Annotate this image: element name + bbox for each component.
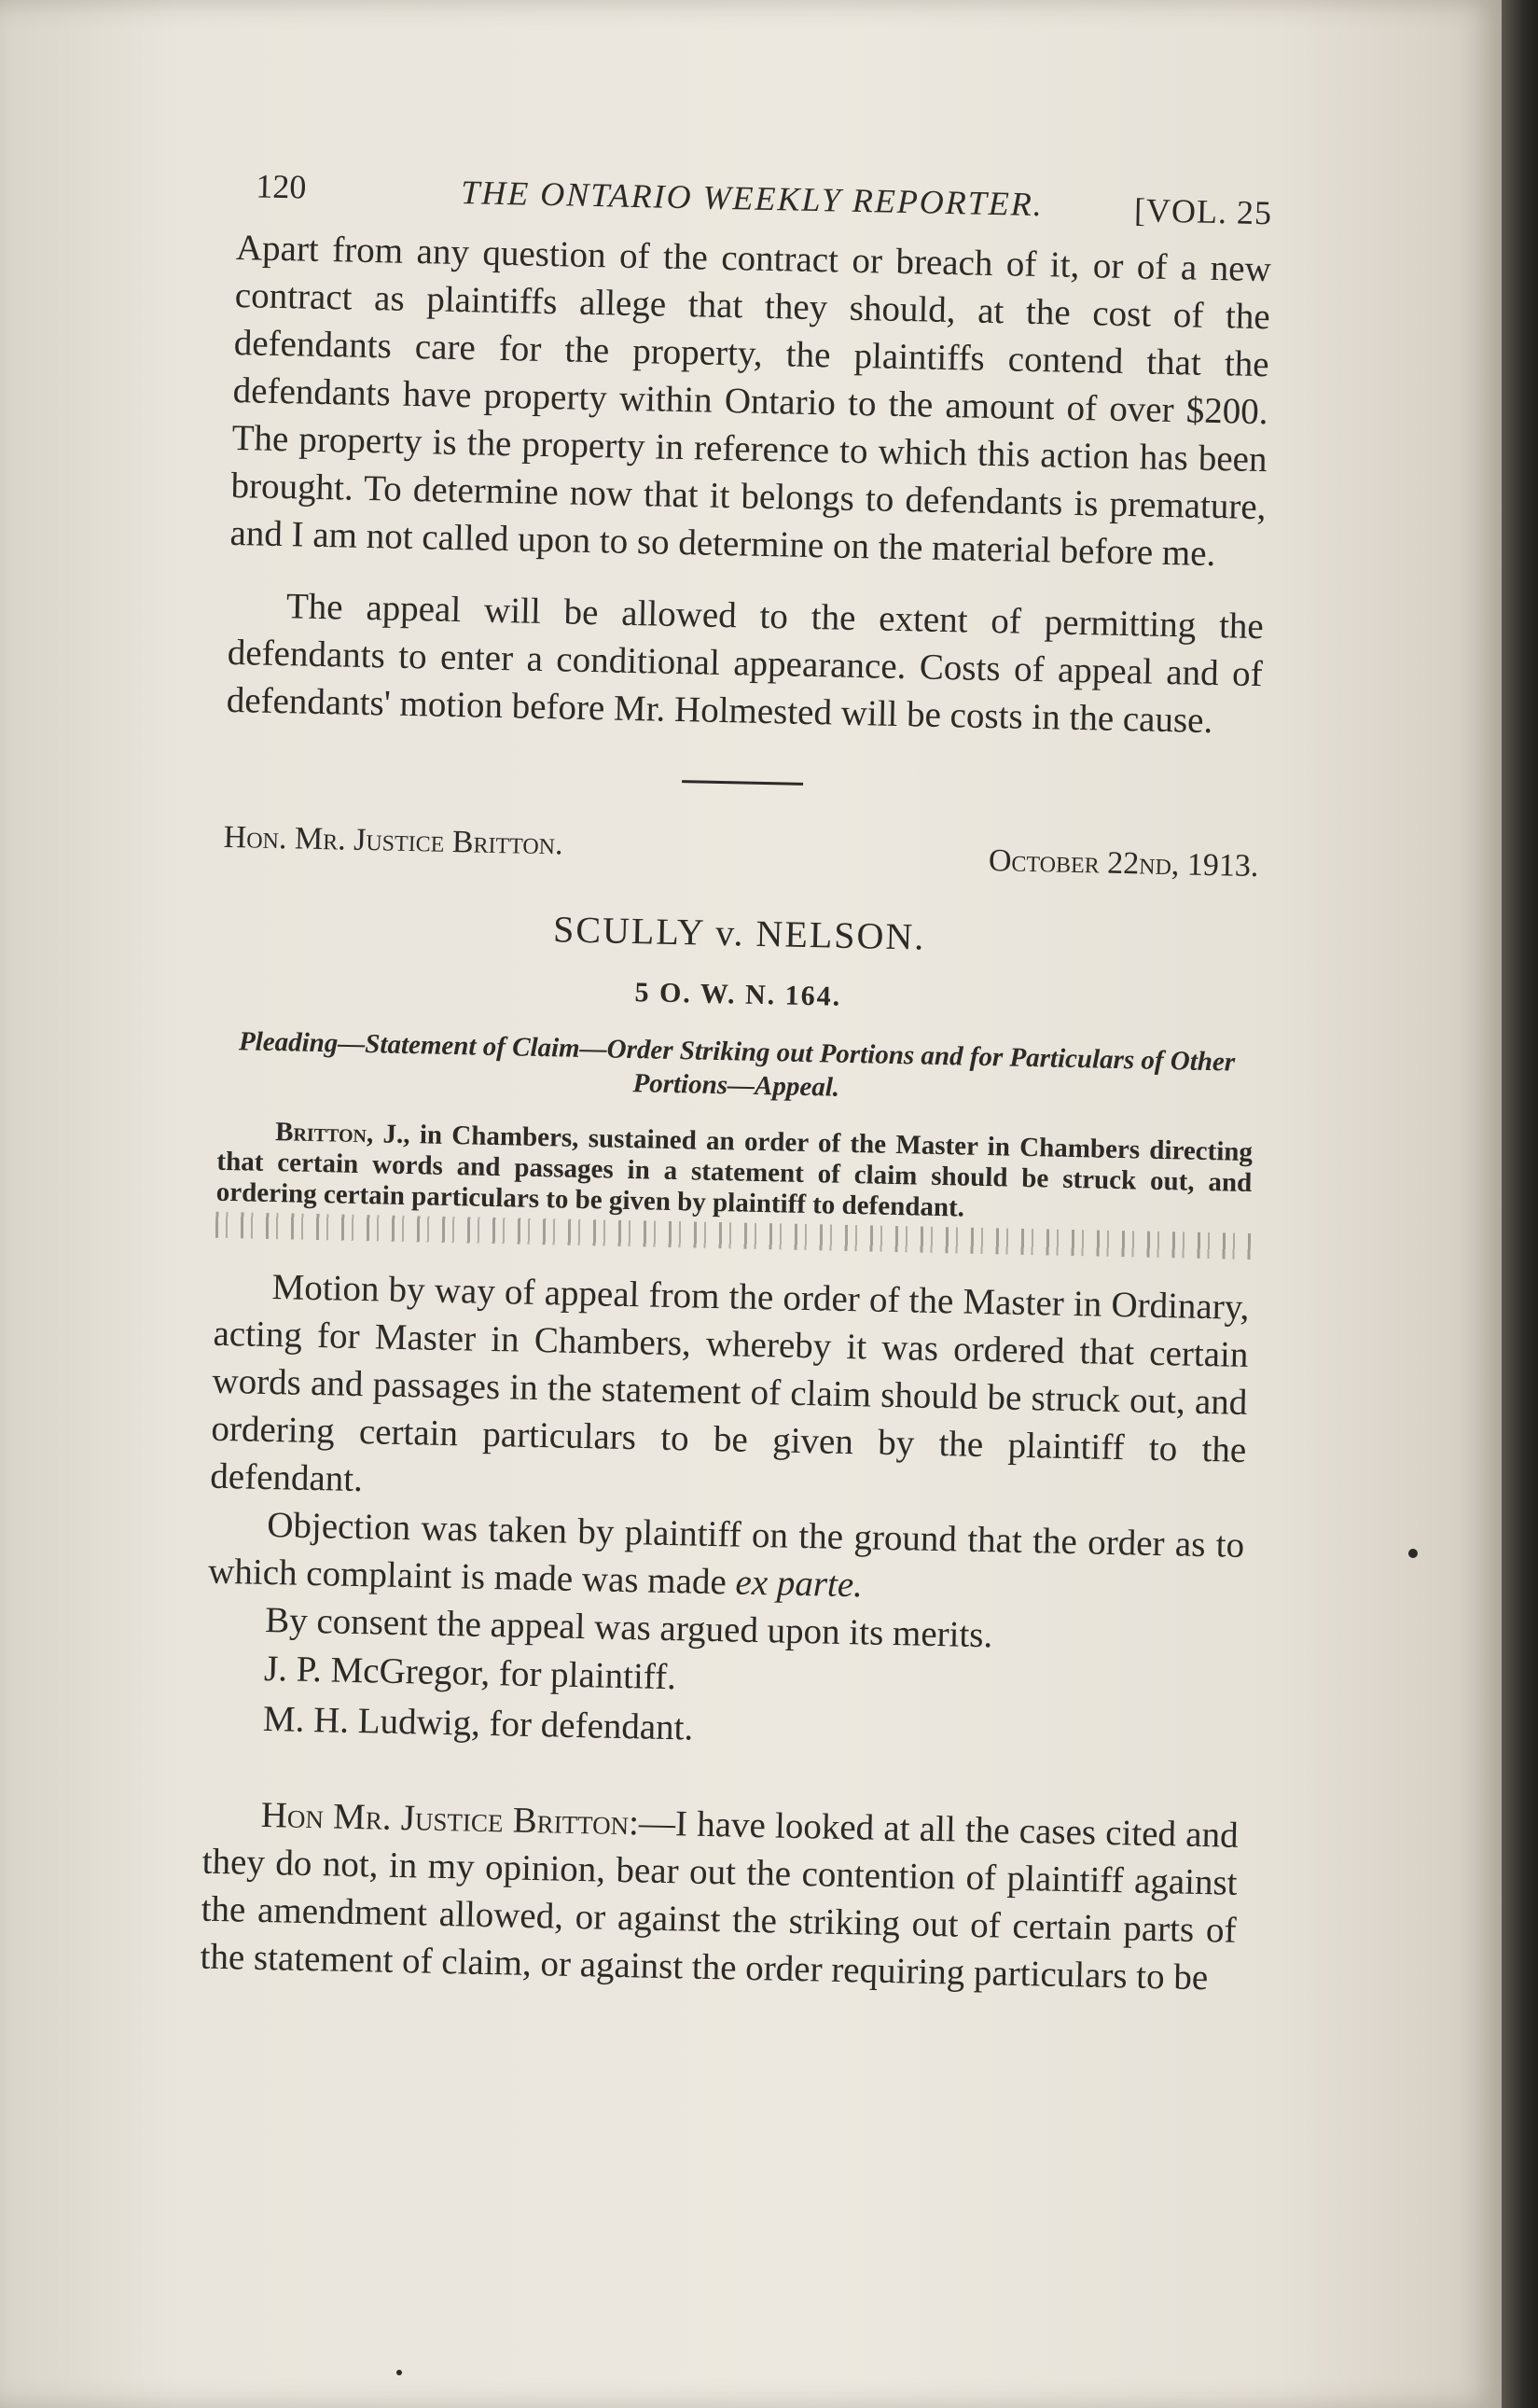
previous-case-paragraph-2: The appeal will be allowed to the extent of permitting the defendants to enter a conditional appearance. Costs of appeal and of defendants' motion before Mr. Holmested will be costs in the cause. xyxy=(226,586,1265,742)
objection-text: Objection was taken by plaintiff on the ground that the order as to which complaint is made was made xyxy=(207,1504,1245,1603)
previous-case-paragraph-1: Apart from any question of the contract or breach of it, or of a new contract as plaintiffs allege that they should, at the cost of the defendants care for the property, the plaintiffs contend that the defendants have property within Ontario to the amount of over $200. The property is the property in reference to which this action has been brought. To determine now that it belongs to defendants is premature, and I am not called upon to so determine on the material before me. xyxy=(229,227,1272,575)
case-citation: 5 O. W. N. 164. xyxy=(634,977,842,1012)
volume-label: [VOL. 25 xyxy=(1133,191,1273,232)
judge-name: Hon. Mr. Justice Britton. xyxy=(223,819,563,862)
decision-date: October 22nd, 1913. xyxy=(988,843,1259,884)
paper-speck xyxy=(1408,1549,1418,1558)
consent-paragraph: By consent the appeal was argued upon its merits. xyxy=(264,1599,993,1656)
counsel-defendant: M. H. Ludwig, for defendant. xyxy=(262,1698,694,1748)
objection-italic: ex parte. xyxy=(735,1562,864,1606)
judgment-text: —I have looked at all the cases cited and they do not, in my opinion, bear out the contention of plaintiff against the amendment allowed, or against the striking out of certain parts of the statement of claim, or against the order requiring particulars to be xyxy=(200,1803,1240,1998)
motion-paragraph: Motion by way of appeal from the order of the Master in Ordinary, acting for Master in Chambers, whereby it was ordered that certain words and passages in the statement of claim should be struck out, and ordering certain particulars to be given by the plaintiff to the defendant. xyxy=(209,1267,1250,1500)
judgment-paragraph xyxy=(200,1790,1239,2002)
case-title: SCULLY v. NELSON. xyxy=(552,908,926,958)
judgment-judge: Hon Mr. Justice Britton: xyxy=(260,1794,640,1844)
summary-judge: Britton, J., xyxy=(274,1117,410,1150)
headnote: Pleading—Statement of Claim—Order Striking out Portions and for Particulars of Other Portions—Appeal. xyxy=(238,1026,1236,1103)
paper-speck xyxy=(396,2370,402,2375)
book-edge xyxy=(1502,0,1538,2408)
running-title: THE ONTARIO WEEKLY REPORTER. xyxy=(460,174,1045,224)
counsel-plaintiff: J. P. McGregor, for plaintiff. xyxy=(263,1648,677,1698)
page-content xyxy=(200,159,1273,2002)
page-number: 120 xyxy=(255,167,307,206)
summary-text: in Chambers, sustained an order of the Master in Chambers directing that certain words and passages in a statement of claim should be struck out, and ordering certain particulars to be given by plaintiff to defendant. xyxy=(215,1120,1254,1223)
